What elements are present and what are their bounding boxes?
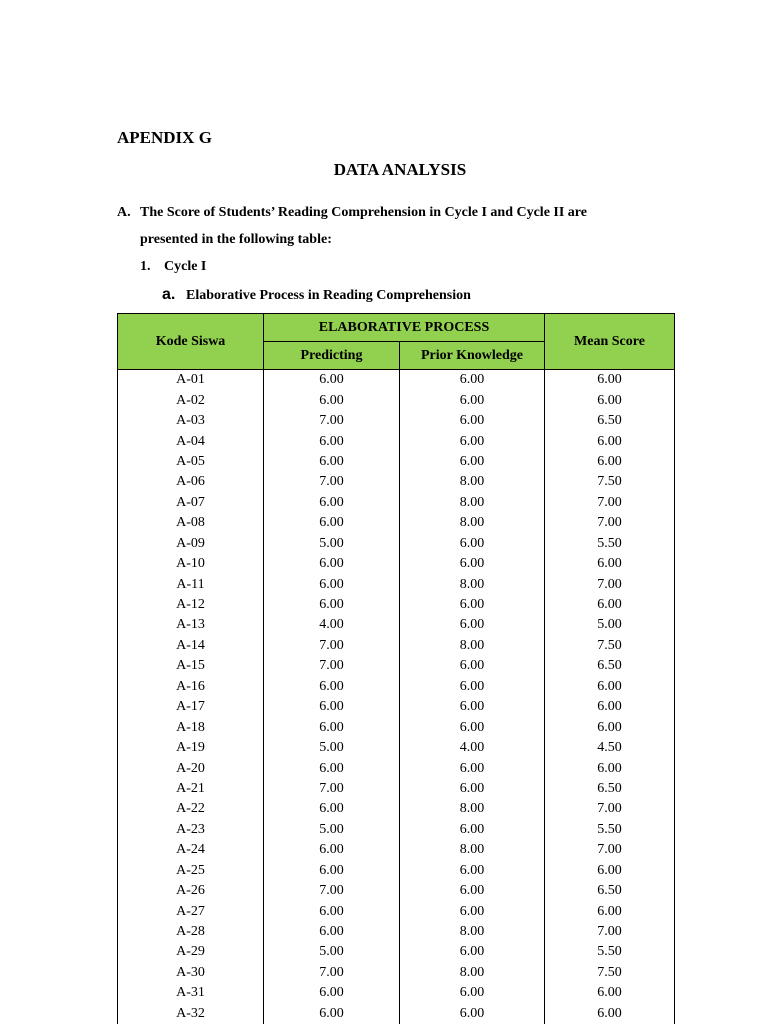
cell-predicting: 7.00	[264, 636, 400, 656]
cell-kode-siswa: A-11	[118, 574, 264, 594]
table-row	[118, 472, 675, 492]
cell-kode-siswa: A-05	[118, 452, 264, 472]
table-row	[118, 636, 675, 656]
cell-mean-score: 6.00	[545, 983, 675, 1003]
cell-kode-siswa: A-28	[118, 922, 264, 942]
cell-predicting: 6.00	[264, 390, 400, 410]
cell-prior-knowledge: 6.00	[400, 411, 545, 431]
cell-kode-siswa: A-30	[118, 963, 264, 983]
cell-mean-score: 6.00	[545, 1004, 675, 1024]
cell-predicting: 6.00	[264, 493, 400, 513]
page-title: DATA ANALYSIS	[333, 160, 467, 179]
cell-mean-score: 5.50	[545, 534, 675, 554]
table-row	[118, 595, 675, 615]
table-row	[118, 534, 675, 554]
cell-predicting: 6.00	[264, 1004, 400, 1024]
header-kode-siswa: Kode Siswa	[118, 314, 264, 370]
cell-prior-knowledge: 8.00	[400, 574, 545, 594]
table-row	[118, 370, 675, 391]
table-row	[118, 656, 675, 676]
cell-prior-knowledge: 8.00	[400, 840, 545, 860]
cell-prior-knowledge: 6.00	[400, 901, 545, 921]
cell-mean-score: 6.00	[545, 431, 675, 451]
cell-predicting: 6.00	[264, 861, 400, 881]
cell-predicting: 6.00	[264, 717, 400, 737]
cell-mean-score: 5.50	[545, 942, 675, 962]
table-row	[118, 779, 675, 799]
cell-predicting: 6.00	[264, 983, 400, 1003]
cell-prior-knowledge: 8.00	[400, 513, 545, 533]
table-row	[118, 1004, 675, 1024]
cell-predicting: 6.00	[264, 574, 400, 594]
table-row	[118, 717, 675, 737]
header-prior-knowledge: Prior Knowledge	[400, 342, 545, 370]
cell-mean-score: 7.00	[545, 799, 675, 819]
cell-kode-siswa: A-15	[118, 656, 264, 676]
cell-kode-siswa: A-17	[118, 697, 264, 717]
cell-kode-siswa: A-21	[118, 779, 264, 799]
cell-prior-knowledge: 8.00	[400, 636, 545, 656]
cell-kode-siswa: A-14	[118, 636, 264, 656]
table-row	[118, 840, 675, 860]
table-row	[118, 390, 675, 410]
cell-prior-knowledge: 8.00	[400, 963, 545, 983]
cell-predicting: 7.00	[264, 779, 400, 799]
table-row	[118, 861, 675, 881]
cell-prior-knowledge: 6.00	[400, 942, 545, 962]
cell-kode-siswa: A-22	[118, 799, 264, 819]
cell-prior-knowledge: 6.00	[400, 554, 545, 574]
cell-predicting: 5.00	[264, 942, 400, 962]
cell-mean-score: 6.00	[545, 452, 675, 472]
table-row	[118, 615, 675, 635]
cell-prior-knowledge: 6.00	[400, 697, 545, 717]
cell-mean-score: 6.00	[545, 758, 675, 778]
table-row	[118, 677, 675, 697]
cell-prior-knowledge: 4.00	[400, 738, 545, 758]
section-a-line1: The Score of Students’ Reading Comprehension in Cycle I and Cycle II are	[140, 205, 587, 220]
cell-mean-score: 7.50	[545, 472, 675, 492]
cell-mean-score: 6.00	[545, 677, 675, 697]
cell-kode-siswa: A-08	[118, 513, 264, 533]
cell-mean-score: 6.00	[545, 390, 675, 410]
cell-mean-score: 6.00	[545, 861, 675, 881]
cell-predicting: 6.00	[264, 431, 400, 451]
cycle-text: Cycle I	[164, 259, 207, 274]
cell-mean-score: 6.50	[545, 779, 675, 799]
cell-kode-siswa: A-12	[118, 595, 264, 615]
cell-predicting: 6.00	[264, 370, 400, 391]
cell-predicting: 6.00	[264, 554, 400, 574]
cell-kode-siswa: A-02	[118, 390, 264, 410]
cell-mean-score: 7.00	[545, 922, 675, 942]
table-row	[118, 431, 675, 451]
cell-kode-siswa: A-27	[118, 901, 264, 921]
cell-prior-knowledge: 6.00	[400, 820, 545, 840]
cell-prior-knowledge: 8.00	[400, 472, 545, 492]
cell-predicting: 6.00	[264, 901, 400, 921]
cell-prior-knowledge: 6.00	[400, 656, 545, 676]
cell-predicting: 5.00	[264, 738, 400, 758]
cell-kode-siswa: A-29	[118, 942, 264, 962]
cell-predicting: 6.00	[264, 758, 400, 778]
cell-kode-siswa: A-06	[118, 472, 264, 492]
cell-prior-knowledge: 6.00	[400, 861, 545, 881]
cell-mean-score: 6.00	[545, 370, 675, 391]
cell-mean-score: 6.00	[545, 717, 675, 737]
table-row	[118, 799, 675, 819]
cell-kode-siswa: A-25	[118, 861, 264, 881]
cell-predicting: 6.00	[264, 840, 400, 860]
table-row	[118, 452, 675, 472]
cell-mean-score: 6.50	[545, 411, 675, 431]
cell-predicting: 7.00	[264, 472, 400, 492]
cell-mean-score: 4.50	[545, 738, 675, 758]
table-row	[118, 758, 675, 778]
cell-prior-knowledge: 6.00	[400, 779, 545, 799]
cell-predicting: 6.00	[264, 799, 400, 819]
cell-predicting: 4.00	[264, 615, 400, 635]
cell-prior-knowledge: 6.00	[400, 534, 545, 554]
cell-predicting: 7.00	[264, 411, 400, 431]
cell-prior-knowledge: 6.00	[400, 758, 545, 778]
cell-mean-score: 6.00	[545, 901, 675, 921]
cell-predicting: 7.00	[264, 963, 400, 983]
cell-predicting: 7.00	[264, 656, 400, 676]
cell-mean-score: 6.00	[545, 554, 675, 574]
cell-mean-score: 5.00	[545, 615, 675, 635]
table-row	[118, 697, 675, 717]
cell-mean-score: 6.00	[545, 697, 675, 717]
table-row	[118, 983, 675, 1003]
cell-kode-siswa: A-03	[118, 411, 264, 431]
cell-mean-score: 5.50	[545, 820, 675, 840]
header-predicting: Predicting	[264, 342, 400, 370]
table-row	[118, 881, 675, 901]
cell-kode-siswa: A-01	[118, 370, 264, 391]
cell-mean-score: 7.00	[545, 513, 675, 533]
cell-predicting: 6.00	[264, 513, 400, 533]
cell-prior-knowledge: 8.00	[400, 922, 545, 942]
subsection-label: a.	[162, 286, 176, 303]
cell-kode-siswa: A-31	[118, 983, 264, 1003]
cell-prior-knowledge: 6.00	[400, 452, 545, 472]
cell-kode-siswa: A-24	[118, 840, 264, 860]
cell-kode-siswa: A-26	[118, 881, 264, 901]
table-row	[118, 493, 675, 513]
cycle-label: 1.	[140, 259, 151, 274]
cell-prior-knowledge: 6.00	[400, 983, 545, 1003]
table-row	[118, 820, 675, 840]
cycle-heading	[140, 259, 206, 275]
cell-mean-score: 6.00	[545, 595, 675, 615]
cell-kode-siswa: A-23	[118, 820, 264, 840]
table-row	[118, 738, 675, 758]
section-a-line2: presented in the following table:	[140, 232, 332, 247]
cell-prior-knowledge: 6.00	[400, 370, 545, 391]
cell-prior-knowledge: 8.00	[400, 493, 545, 513]
cell-prior-knowledge: 6.00	[400, 717, 545, 737]
cell-prior-knowledge: 6.00	[400, 595, 545, 615]
cell-kode-siswa: A-32	[118, 1004, 264, 1024]
table-row	[118, 554, 675, 574]
cell-prior-knowledge: 6.00	[400, 1004, 545, 1024]
table-body	[118, 370, 675, 1024]
cell-kode-siswa: A-07	[118, 493, 264, 513]
cell-prior-knowledge: 6.00	[400, 431, 545, 451]
table-row	[118, 411, 675, 431]
cell-mean-score: 7.00	[545, 840, 675, 860]
subsection-heading	[162, 286, 471, 304]
cell-kode-siswa: A-20	[118, 758, 264, 778]
cell-mean-score: 7.50	[545, 963, 675, 983]
cell-kode-siswa: A-13	[118, 615, 264, 635]
cell-prior-knowledge: 6.00	[400, 615, 545, 635]
section-a-label: A.	[117, 205, 131, 220]
header-mean-score: Mean Score	[545, 314, 675, 370]
cell-mean-score: 7.00	[545, 493, 675, 513]
cell-predicting: 6.00	[264, 595, 400, 615]
table-row	[118, 574, 675, 594]
cell-prior-knowledge: 6.00	[400, 390, 545, 410]
cell-mean-score: 7.50	[545, 636, 675, 656]
table-row	[118, 922, 675, 942]
cell-prior-knowledge: 6.00	[400, 677, 545, 697]
score-table	[117, 313, 675, 1024]
cell-mean-score: 6.50	[545, 881, 675, 901]
cell-predicting: 6.00	[264, 922, 400, 942]
cell-kode-siswa: A-19	[118, 738, 264, 758]
cell-kode-siswa: A-18	[118, 717, 264, 737]
cell-predicting: 6.00	[264, 697, 400, 717]
header-elaborative-process: ELABORATIVE PROCESS	[264, 314, 545, 342]
cell-prior-knowledge: 8.00	[400, 799, 545, 819]
appendix-heading: APENDIX G	[117, 128, 212, 147]
cell-kode-siswa: A-04	[118, 431, 264, 451]
table-row	[118, 963, 675, 983]
cell-mean-score: 6.50	[545, 656, 675, 676]
cell-mean-score: 7.00	[545, 574, 675, 594]
subsection-text: Elaborative Process in Reading Comprehension	[186, 288, 471, 303]
cell-kode-siswa: A-16	[118, 677, 264, 697]
cell-predicting: 5.00	[264, 534, 400, 554]
table-row	[118, 901, 675, 921]
table-row	[118, 942, 675, 962]
cell-predicting: 7.00	[264, 881, 400, 901]
cell-predicting: 6.00	[264, 452, 400, 472]
cell-kode-siswa: A-09	[118, 534, 264, 554]
cell-predicting: 5.00	[264, 820, 400, 840]
cell-kode-siswa: A-10	[118, 554, 264, 574]
table-row	[118, 513, 675, 533]
cell-prior-knowledge: 6.00	[400, 881, 545, 901]
section-a-heading	[117, 205, 587, 221]
cell-predicting: 6.00	[264, 677, 400, 697]
